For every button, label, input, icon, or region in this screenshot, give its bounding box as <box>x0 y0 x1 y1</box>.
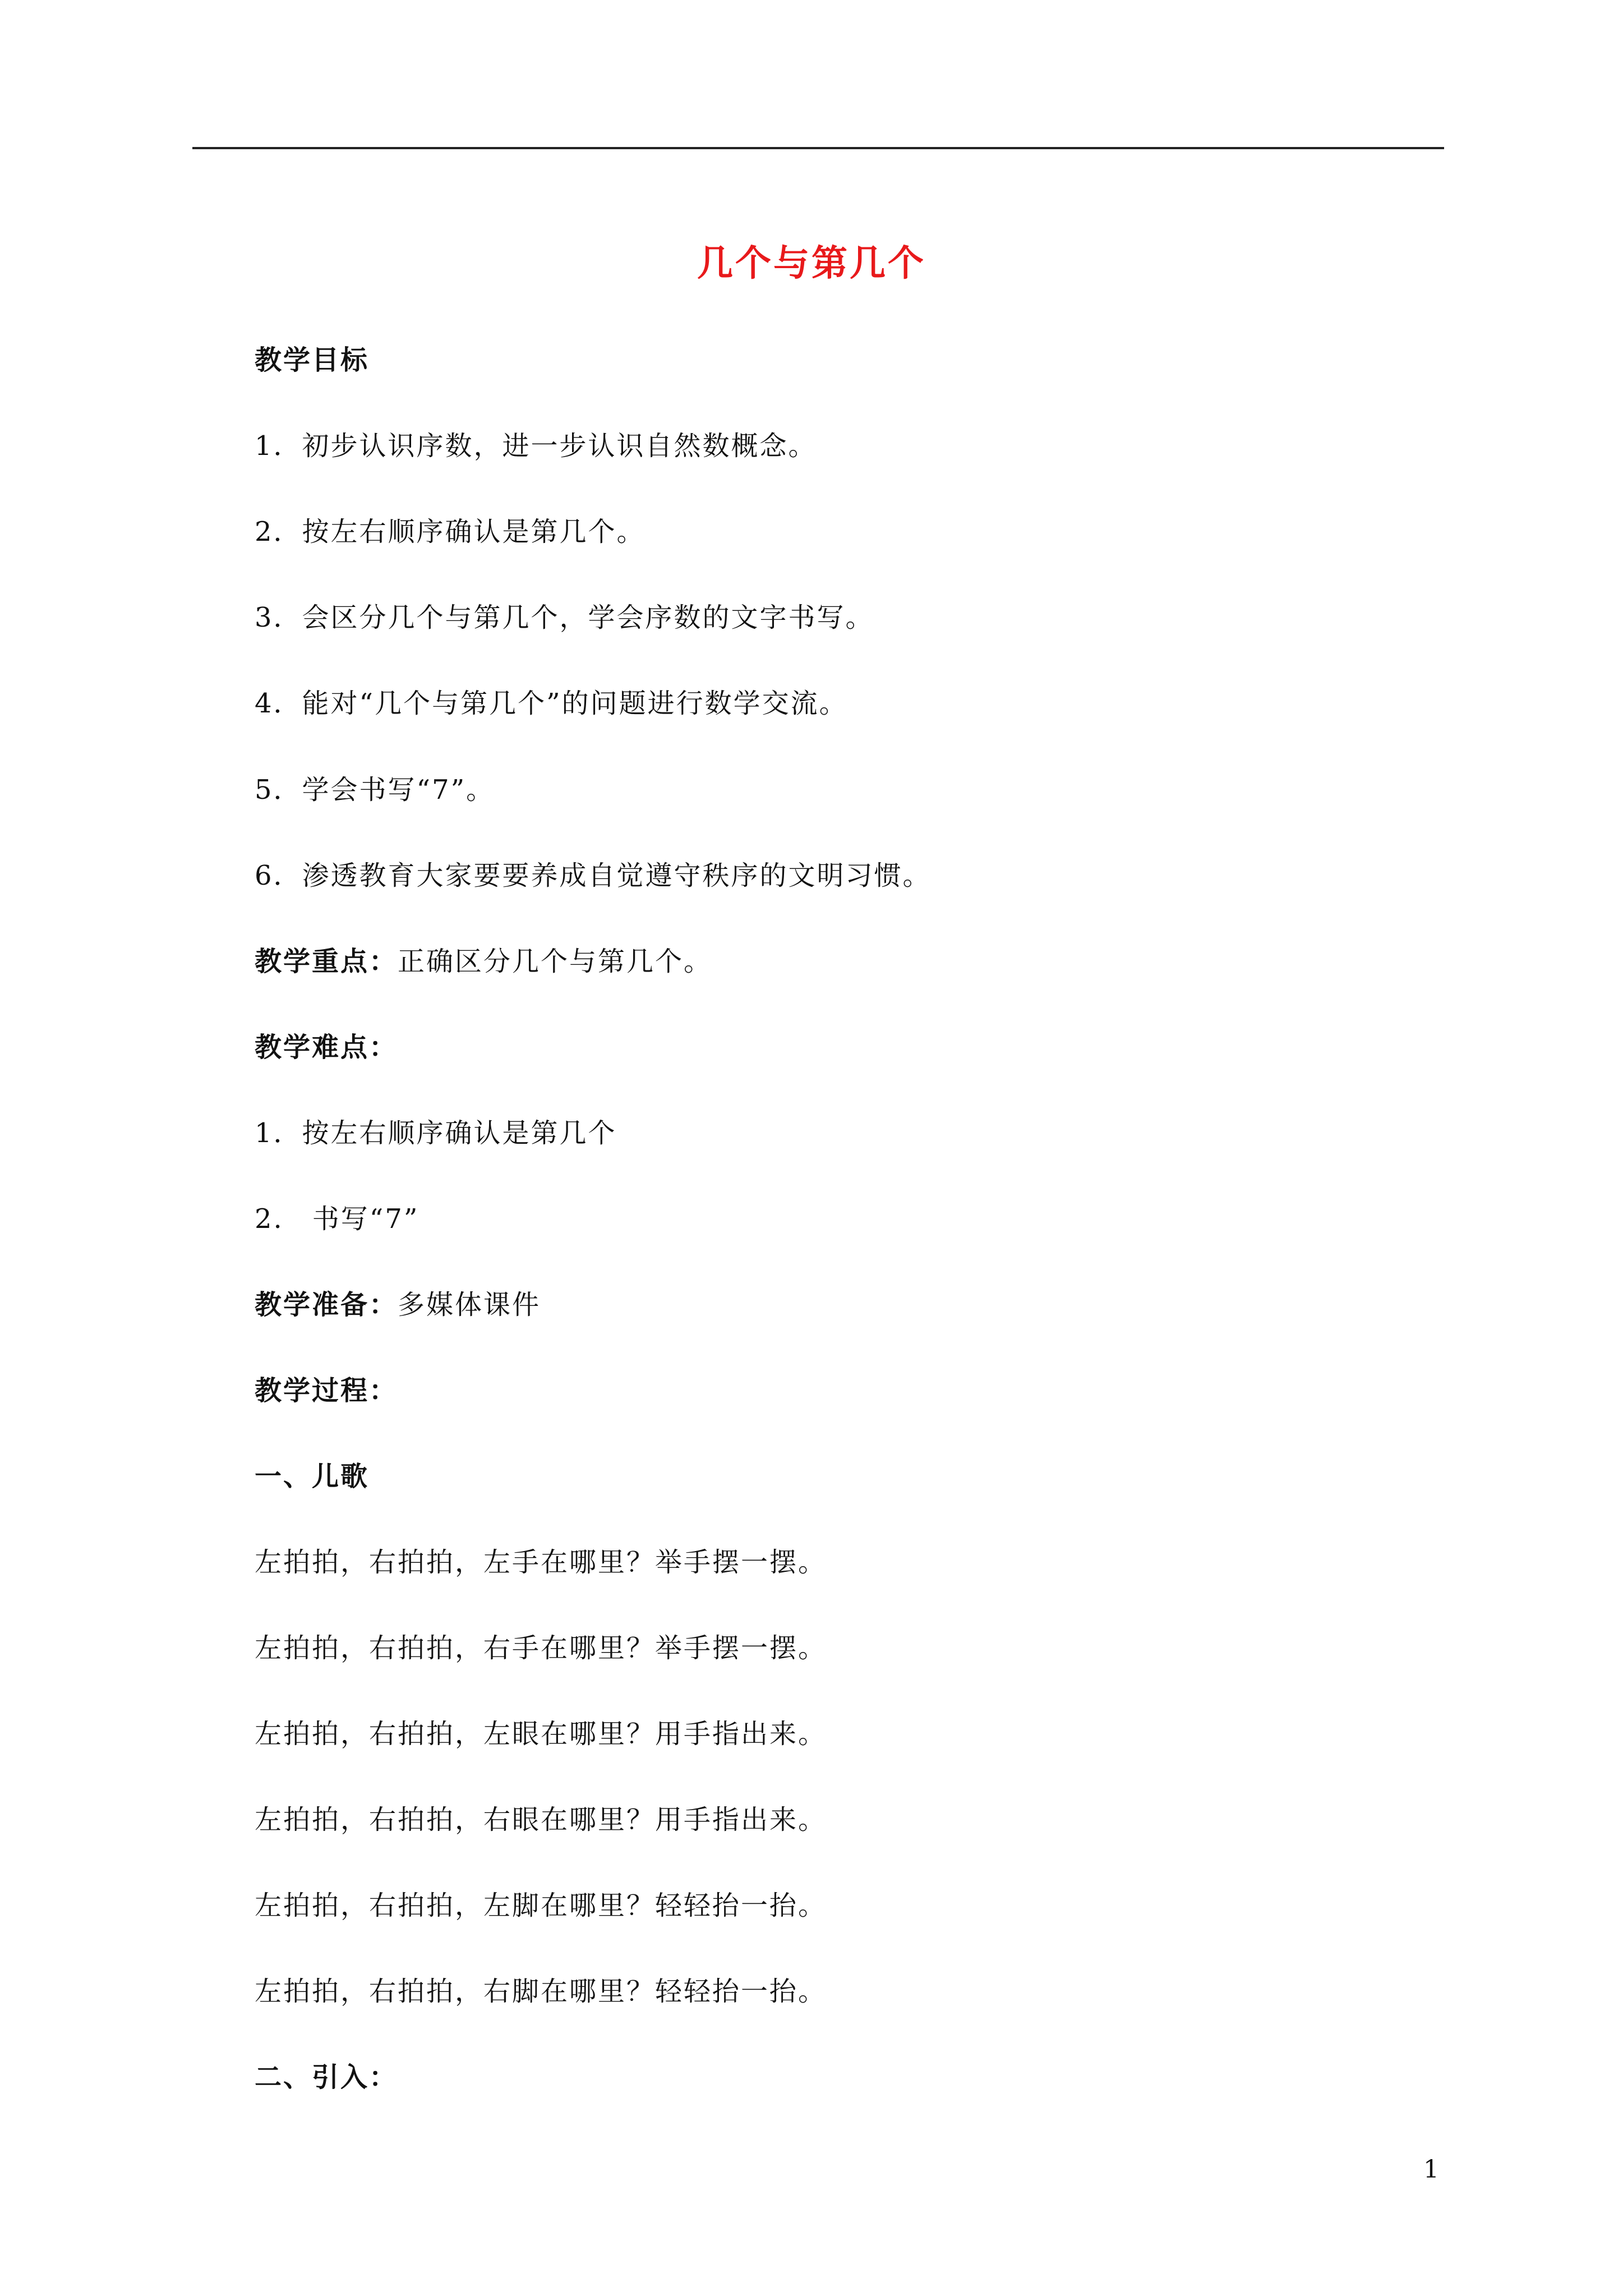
difficulty-item: 2. 书写“7” <box>255 1203 419 1235</box>
goal-item: 5．学会书写“7”。 <box>255 774 495 806</box>
rhyme-line: 左拍拍，右拍拍，右脚在哪里？轻轻抬一抬。 <box>255 1976 827 2007</box>
section-heading-intro: 二、引入： <box>255 2062 398 2093</box>
goal-item: 3．会区分几个与第几个，学会序数的文字书写。 <box>255 602 874 633</box>
preparation-text: 多媒体课件 <box>398 1289 541 1320</box>
goal-item: 6．渗透教育大家要要养成自觉遵守秩序的文明习惯。 <box>255 860 932 891</box>
preparation <box>255 1287 541 1322</box>
difficulty-item: 1．按左右顺序确认是第几个 <box>255 1117 617 1149</box>
goals-heading: 教学目标 <box>255 344 370 376</box>
header-rule <box>192 147 1444 149</box>
difficulty-heading: 教学难点： <box>255 1032 398 1063</box>
key-point <box>255 944 712 979</box>
goal-item: 1．初步认识序数，进一步认识自然数概念。 <box>255 430 817 462</box>
page-number: 1 <box>1423 2155 1439 2184</box>
section-heading-rhyme: 一、儿歌 <box>255 1461 370 1492</box>
key-point-label: 教学重点： <box>255 946 398 977</box>
preparation-label: 教学准备： <box>255 1289 398 1320</box>
rhyme-line: 左拍拍，右拍拍，左手在哪里？举手摆一摆。 <box>255 1547 827 1578</box>
rhyme-line: 左拍拍，右拍拍，右眼在哪里？用手指出来。 <box>255 1804 827 1835</box>
rhyme-line: 左拍拍，右拍拍，右手在哪里？举手摆一摆。 <box>255 1632 827 1664</box>
key-point-text: 正确区分几个与第几个。 <box>398 946 713 977</box>
document-title: 几个与第几个 <box>697 242 926 284</box>
rhyme-line: 左拍拍，右拍拍，左眼在哪里？用手指出来。 <box>255 1718 827 1750</box>
process-heading: 教学过程： <box>255 1375 398 1406</box>
goal-item: 4．能对“几个与第几个”的问题进行数学交流。 <box>255 688 848 719</box>
goal-item: 2．按左右顺序确认是第几个。 <box>255 516 645 547</box>
rhyme-line: 左拍拍，右拍拍，左脚在哪里？轻轻抬一抬。 <box>255 1890 827 1921</box>
